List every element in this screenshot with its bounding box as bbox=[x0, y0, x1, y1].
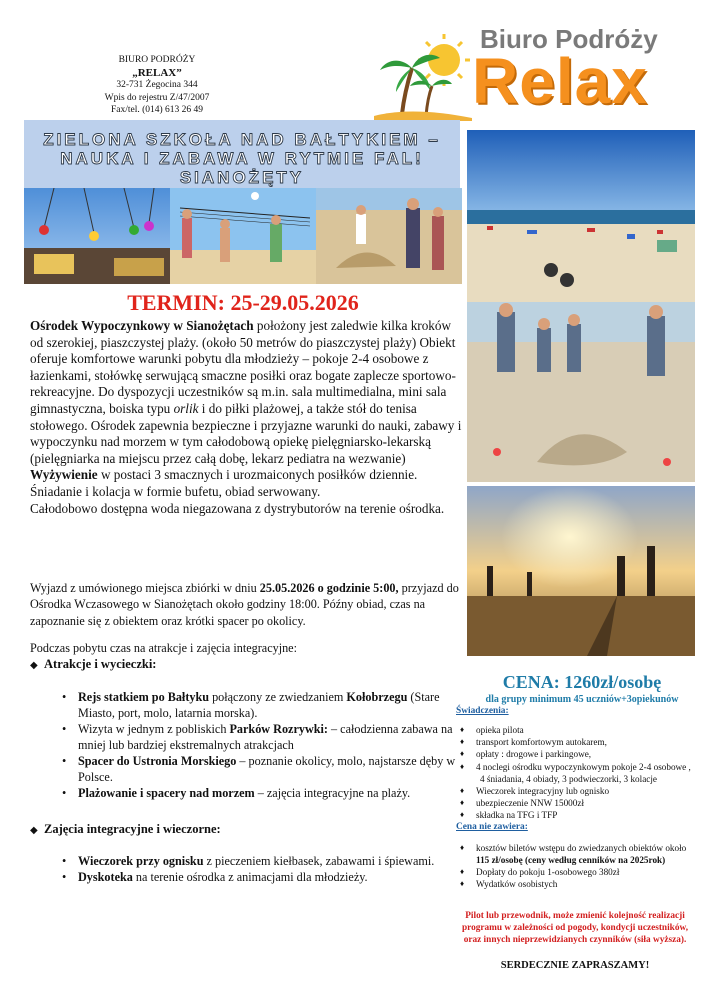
departure-datetime: 25.05.2026 o godzinie 5:00, bbox=[259, 581, 399, 595]
list-item bbox=[60, 785, 465, 801]
photo-beach-volleyball bbox=[170, 188, 316, 284]
exclude-text: Dopłaty do pokoju 1-osobowego 380zł bbox=[476, 867, 620, 878]
includes-heading: Świadczenia: bbox=[456, 706, 509, 716]
agency-phone: Fax/tel. (014) 613 26 49 bbox=[110, 105, 204, 115]
banner-line2: NAUKA I ZABAWA W RYTMIE FAL! bbox=[60, 149, 424, 168]
banner-line3: SIANOŻĘTY bbox=[179, 168, 305, 187]
logo-top-text: Biuro Podróży bbox=[480, 24, 658, 54]
list-item bbox=[60, 689, 462, 721]
program-change-note: Pilot lub przewodnik, może zmienić kolejność realizacji programu w zależności od pogody, kondycji uczestników, oraz innych nieprzewidzianych czynników (siła wyższa). bbox=[461, 911, 689, 945]
water-info: Całodobowo dostępna woda niegazowana z dystrybutorów na terenie ośrodka. bbox=[30, 500, 445, 516]
item-bold: Rejs statkiem po Bałtyku bbox=[78, 689, 210, 704]
item-bold: Wieczorek przy ognisku bbox=[78, 854, 204, 869]
include-text: transport komfortowym autokarem, bbox=[476, 737, 607, 748]
include-text: składka na TFG i TFP bbox=[476, 810, 558, 821]
price-label: CENA: 1260zł/osobę bbox=[502, 672, 662, 692]
item-bold: Spacer do Ustronia Morskiego bbox=[78, 753, 237, 768]
photo-beach-crowd bbox=[467, 130, 695, 302]
item-bold-2: Kołobrzegu bbox=[346, 689, 408, 704]
includes-list bbox=[456, 724, 696, 822]
include-text: ubezpieczenie NNW 15000zł bbox=[476, 798, 584, 809]
item-text-2: (Stare Miasto, port, molo, latarnia morska). bbox=[78, 689, 440, 720]
section-attractions bbox=[30, 656, 462, 674]
include-text: 4 śniadania, 4 obiady, 3 podwieczorki, 3 kolacje bbox=[480, 773, 657, 784]
food-detail: Śniadanie i kolacja w formie bufetu, obiad serwowany. bbox=[30, 483, 321, 499]
list-item bbox=[60, 869, 462, 885]
evening-list bbox=[60, 853, 465, 885]
item-text: z pieczeniem kiełbasek, zabawami i śpiewami. bbox=[203, 854, 435, 869]
agency-name: „RELAX” bbox=[132, 66, 182, 79]
diamond-bullet-icon: ◆ bbox=[30, 660, 38, 672]
section-attractions-label: Atrakcje i wycieczki: bbox=[44, 657, 157, 672]
excludes-heading: Cena nie zawiera: bbox=[456, 821, 528, 832]
program-intro: Podczas pobytu czas na atrakcje i zajęcia integracyjne: bbox=[30, 641, 297, 655]
departure-text: Wyjazd z umówionego miejsca zbiórki w dniu bbox=[30, 581, 260, 595]
bullet-icon: • bbox=[62, 854, 67, 869]
agency-registry: Wpis do rejestru Z/47/2007 bbox=[104, 92, 210, 103]
excludes-list bbox=[456, 842, 696, 891]
list-item bbox=[456, 809, 696, 821]
list-item bbox=[456, 785, 696, 797]
term-date: TERMIN: 25-29.05.2026 bbox=[127, 290, 359, 315]
bullet-icon: • bbox=[62, 721, 67, 736]
item-text: na terenie ośrodka z animacjami dla młodzieży. bbox=[132, 870, 368, 885]
palm-sun-icon bbox=[372, 26, 482, 121]
agency-address: 32-731 Żegocina 344 bbox=[116, 80, 198, 90]
list-item bbox=[456, 842, 696, 866]
include-text: 4 noclegi ośrodku wypoczynkowym pokoje 2-4 osobowe , bbox=[476, 761, 691, 772]
photo-sand-activity bbox=[467, 302, 695, 482]
include-text: opieka pilota bbox=[476, 725, 524, 735]
bullet-icon: ♦ bbox=[460, 842, 465, 852]
bullet-icon: ♦ bbox=[460, 761, 465, 771]
item-text: – poznanie okolicy, molo, najstarsze dęby w Polsce. bbox=[78, 753, 456, 784]
exclude-bold: 115 zł/osobę (ceny według cenników na 2025rok) bbox=[476, 854, 666, 865]
list-item bbox=[456, 761, 696, 773]
bullet-icon: ♦ bbox=[460, 867, 465, 877]
title-banner bbox=[24, 120, 460, 190]
section-evening-label: Zajęcia integracyjne i wieczorne: bbox=[44, 821, 221, 836]
exclude-text: Wydatków osobistych bbox=[476, 879, 558, 890]
list-item bbox=[456, 797, 696, 809]
list-item bbox=[456, 724, 696, 736]
bullet-icon: ♦ bbox=[460, 725, 465, 734]
item-bold: Plażowanie i spacery nad morzem bbox=[78, 785, 255, 800]
orlik-term: orlik bbox=[173, 400, 199, 416]
item-bold: Dyskoteka bbox=[78, 870, 133, 885]
item-bold-2: Parków Rozrywki: bbox=[229, 721, 328, 736]
price-details bbox=[456, 706, 696, 890]
food-paragraph bbox=[30, 467, 462, 484]
item-text-2: – całodzienna zabawa na mniej lub bardziej ekstremalnych atrakcjach bbox=[78, 721, 453, 752]
food-text: w postaci 3 smacznych i urozmaiconych posiłków dziennie. bbox=[97, 467, 418, 483]
closing-invitation: SERDECZNIE ZAPRASZAMY! bbox=[500, 960, 650, 971]
exclude-text: kosztów biletów wstępu do zwiedzanych obiektów około bbox=[476, 842, 687, 853]
agency-line1: BIURO PODRÓŻY bbox=[118, 55, 196, 65]
agency-header bbox=[92, 54, 222, 117]
attractions-list bbox=[60, 689, 465, 801]
description-paragraph bbox=[30, 318, 462, 467]
bullet-icon: ♦ bbox=[460, 749, 465, 759]
list-item bbox=[456, 748, 696, 760]
banner-line1: ZIELONA SZKOŁA NAD BAŁTYKIEM – bbox=[43, 130, 441, 149]
bullet-icon: ♦ bbox=[460, 810, 465, 820]
description-text: położony jest zaledwie kilka kroków od szerokiej, piaszczystej plaży. (około 50 metrów do piaszczystej plaży) Obiekt oferuje komfortowe warunki pobytu dla młodzieży – pokoje 2-4 osobowe z łazienkami, stołówkę serwującą smaczne posiłki oraz bogate zaplecze sportowo-rekreacyjne. Do dyspozycji uczestników są m.in. sala multimedialna, mini sala gimnastyczna, boiska typu bbox=[30, 318, 456, 416]
food-label: Wyżywienie bbox=[30, 467, 98, 483]
price-group-info: dla grupy minimum 45 uczniów+3opiekunów bbox=[485, 694, 679, 705]
list-item bbox=[60, 853, 462, 869]
photo-sunset-beach bbox=[467, 486, 695, 656]
bullet-icon: • bbox=[62, 870, 67, 885]
list-item bbox=[60, 753, 465, 785]
section-evening bbox=[30, 821, 462, 839]
include-text: Wieczorek integracyjny lub ognisko bbox=[476, 786, 610, 797]
resort-name: Ośrodek Wypoczynkowy w Sianożętach bbox=[30, 318, 254, 333]
list-item bbox=[456, 866, 696, 878]
item-text: Wizyta w jednym z pobliskich bbox=[78, 721, 230, 736]
photo-carousel-ride bbox=[24, 188, 170, 284]
logo-main-text: Relax bbox=[472, 45, 648, 117]
departure-text-2: przyjazd do Ośrodka Wczasowego w Sianożętach około godziny 18:00. Późny obiad, czas na zapoznanie się z obiektem oraz krótki spacer po okolicy. bbox=[30, 581, 459, 628]
include-text: opłaty : drogowe i parkingowe, bbox=[476, 749, 592, 760]
bullet-icon: ♦ bbox=[460, 798, 465, 808]
item-text: połączony ze zwiedzaniem bbox=[209, 689, 347, 704]
departure-info bbox=[30, 580, 462, 629]
bullet-icon: • bbox=[62, 689, 67, 704]
resort-description bbox=[30, 318, 462, 517]
bullet-icon: ♦ bbox=[460, 879, 465, 889]
list-item bbox=[456, 878, 696, 890]
list-item bbox=[456, 736, 696, 748]
bullet-icon: ♦ bbox=[460, 737, 465, 747]
program-section bbox=[30, 640, 465, 885]
list-item bbox=[456, 773, 696, 785]
bullet-icon: • bbox=[62, 785, 67, 800]
diamond-bullet-icon: ◆ bbox=[30, 824, 38, 836]
list-item bbox=[60, 721, 465, 753]
photo-sandcastle bbox=[316, 188, 462, 284]
relax-logo bbox=[372, 24, 672, 124]
bullet-icon: ♦ bbox=[460, 786, 465, 796]
bullet-icon: • bbox=[62, 753, 67, 768]
description-text-2: i do piłki plażowej, a także stół do tenisa stołowego. Ośrodek zapewnia bezpieczne i przyjazne warunki do nauki, zabawy i wypoczynku nad morzem w tym całodobową opiekę pielęgniarsko-lekarską (pielęgniarka na miejscu przez całą dobę, lekarz pediatra na wezwanie) bbox=[30, 400, 462, 466]
item-text: – zajęcia integracyjne na plaży. bbox=[254, 785, 411, 800]
